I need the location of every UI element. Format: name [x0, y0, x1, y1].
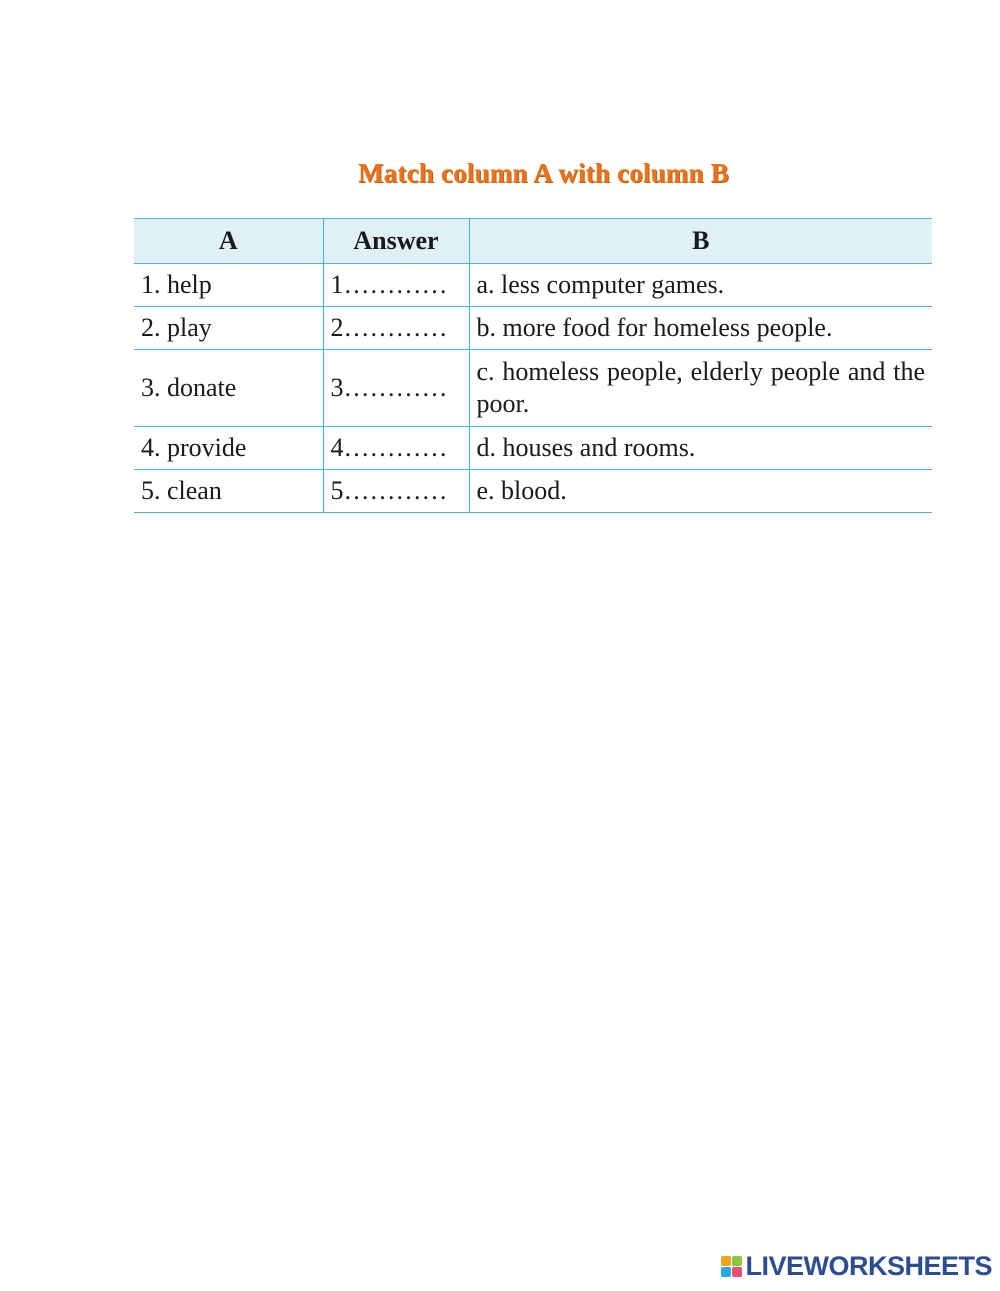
column-b-cell: b. more food for homeless people. [469, 307, 932, 350]
column-a-cell: 2. play [134, 307, 323, 350]
column-b-cell: c. homeless people, elderly people and the poor. [469, 350, 932, 427]
column-b-cell: d. houses and rooms. [469, 427, 932, 470]
table-header-row [134, 219, 932, 264]
column-a-cell: 3. donate [134, 350, 323, 427]
column-a-cell: 1. help [134, 264, 323, 307]
column-a-cell: 5. clean [134, 470, 323, 513]
column-b-cell: a. less computer games. [469, 264, 932, 307]
liveworksheets-logo[interactable] [721, 1251, 992, 1282]
worksheet-title: Match column A with column B [358, 158, 729, 188]
table-row [134, 470, 932, 513]
column-a-header: A [134, 219, 323, 264]
answer-field[interactable]: 2………… [323, 307, 469, 350]
answer-field[interactable]: 4………… [323, 427, 469, 470]
logo-square [732, 1267, 742, 1277]
table-row [134, 350, 932, 427]
table-row [134, 264, 932, 307]
column-a-cell: 4. provide [134, 427, 323, 470]
answer-field[interactable]: 5………… [323, 470, 469, 513]
logo-text: LIVEWORKSHEETS [745, 1251, 992, 1281]
column-b-header: B [469, 219, 932, 264]
answer-field[interactable]: 1………… [323, 264, 469, 307]
logo-square [721, 1256, 731, 1266]
answer-column-header: Answer [323, 219, 469, 264]
matching-table [134, 218, 932, 513]
answer-field[interactable]: 3………… [323, 350, 469, 427]
table-row [134, 307, 932, 350]
logo-square [732, 1256, 742, 1266]
liveworksheets-logo-icon [721, 1256, 742, 1277]
logo-square [721, 1267, 731, 1277]
column-b-cell: e. blood. [469, 470, 932, 513]
table-row [134, 427, 932, 470]
